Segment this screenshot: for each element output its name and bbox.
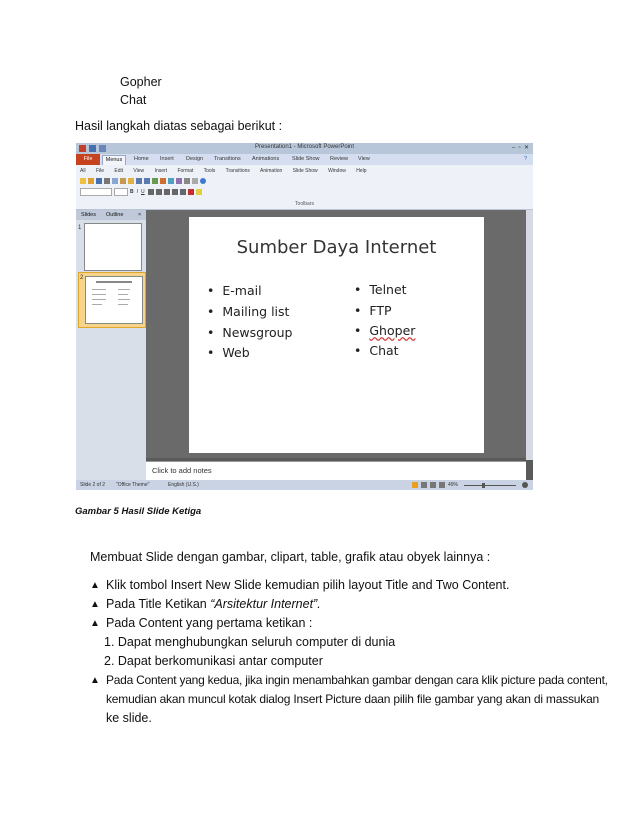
bullet-telnet: • Telnet [354, 282, 407, 297]
sub-item-2: 2. Dapat berkomunikasi antar computer [104, 654, 323, 668]
formatting-toolbar-row [80, 188, 204, 196]
ribbon-tabs [76, 154, 533, 165]
fill-color-icon[interactable] [196, 189, 202, 195]
menu-format[interactable]: Format [177, 168, 194, 174]
menu-tools[interactable]: Tools [203, 168, 216, 174]
step-4-line-3: ke slide. [106, 711, 152, 725]
toolbar-group-label: Toolbars [295, 201, 314, 207]
slide-title[interactable]: Sumber Daya Internet [236, 237, 437, 258]
step-1-text: Klik tombol Insert New Slide kemudian pilih layout Title and Two Content. [106, 578, 510, 592]
step-4-line-1: Pada Content yang kedua, jika ingin menambahkan gambar dengan cara klik picture pada content, [106, 673, 608, 687]
status-bar [76, 480, 533, 490]
step-4-line-2: kemudian akan muncul kotak dialog Insert Picture daan pilih file gambar yang akan di massukan [106, 692, 600, 706]
tab-insert[interactable]: Insert [160, 156, 174, 162]
bold-icon[interactable]: B [130, 189, 134, 196]
help-icon[interactable] [200, 178, 206, 184]
format-painter-icon[interactable] [128, 178, 134, 184]
slides-pane [76, 210, 146, 480]
help-icon[interactable]: ? [524, 156, 528, 162]
menu-animation[interactable]: Animation [260, 168, 283, 174]
tab-animations[interactable]: Animations [252, 156, 280, 162]
vertical-scrollbar[interactable] [526, 210, 533, 460]
menu-row [80, 168, 367, 176]
zoom-icon[interactable] [192, 178, 198, 184]
menu-transitions[interactable]: Transitions [225, 168, 250, 174]
window-title: Presentation1 - Microsoft PowerPoint [254, 144, 355, 150]
tab-view[interactable]: View [358, 156, 370, 162]
reading-view-icon[interactable] [430, 482, 436, 488]
status-language[interactable]: English (U.S.) [168, 482, 199, 488]
bullet-email: • E-mail [207, 283, 262, 298]
italic-icon[interactable]: I [136, 189, 139, 196]
standard-toolbar-row [80, 178, 208, 186]
align-center-icon[interactable] [156, 189, 162, 195]
zoom-slider[interactable] [464, 485, 516, 486]
figure-caption: Gambar 5 Hasil Slide Ketiga [75, 506, 202, 517]
status-theme: "Office Theme" [116, 482, 150, 488]
bullet-icon: ▲ [90, 675, 100, 686]
chart-icon[interactable] [160, 178, 166, 184]
print-icon[interactable] [104, 178, 110, 184]
copy-icon[interactable] [112, 178, 118, 184]
font-size-icon[interactable] [114, 188, 128, 196]
slide-thumbnail-2[interactable] [85, 276, 143, 324]
sub-item-1: 1. Dapat menghubungkan seluruh computer di dunia [104, 635, 396, 649]
slide-thumbnail-1[interactable] [84, 223, 142, 271]
zoom-slider-thumb[interactable] [482, 483, 485, 488]
shape-icon[interactable] [176, 178, 182, 184]
menu-all[interactable]: All [80, 168, 86, 174]
step-2-text: Pada Title Ketikan “Arsitektur Internet”. [106, 597, 321, 611]
section-title: Membuat Slide dengan gambar, clipart, table, grafik atau obyek lainnya : [90, 550, 491, 564]
line-gopher: Gopher [120, 75, 162, 89]
paste-icon[interactable] [120, 178, 126, 184]
powerpoint-screenshot [76, 143, 533, 490]
open-icon[interactable] [88, 178, 94, 184]
current-slide[interactable] [189, 217, 484, 453]
menu-insert[interactable]: Insert [154, 168, 168, 174]
window-controls[interactable]: – ▫ ✕ [511, 145, 529, 151]
new-icon[interactable] [80, 178, 86, 184]
bullet-icon: ▲ [90, 599, 100, 610]
underline-icon[interactable]: U [141, 189, 145, 196]
window-titlebar [76, 143, 533, 154]
line-chat: Chat [120, 93, 147, 107]
bullet-chat: • Chat [354, 343, 399, 358]
save-icon[interactable] [96, 178, 102, 184]
bullet-ftp: • FTP [354, 303, 392, 318]
bullet-newsgroup: • Newsgroup [207, 325, 293, 340]
tab-outline[interactable]: Outline [106, 212, 124, 218]
slide-number-1: 1 [78, 225, 82, 231]
picture-icon[interactable] [168, 178, 174, 184]
bullets-icon[interactable] [172, 189, 178, 195]
intro-text: Hasil langkah diatas sebagai berikut : [75, 119, 283, 133]
zoom-level[interactable]: 49% [448, 482, 459, 488]
font-box-icon[interactable] [80, 188, 112, 196]
close-icon[interactable]: × [138, 212, 142, 218]
align-left-icon[interactable] [148, 189, 154, 195]
slide-sorter-icon[interactable] [421, 482, 427, 488]
menu-help[interactable]: Help [356, 168, 367, 174]
textbox-icon[interactable] [184, 178, 190, 184]
menu-file[interactable]: File [95, 168, 105, 174]
undo-icon[interactable] [136, 178, 142, 184]
slide-number-2: 2 [80, 275, 84, 281]
bullet-icon: ▲ [90, 580, 100, 591]
normal-view-icon[interactable] [412, 482, 418, 488]
numbering-icon[interactable] [180, 189, 186, 195]
align-right-icon[interactable] [164, 189, 170, 195]
font-color-icon[interactable] [188, 189, 194, 195]
tab-slides[interactable]: Slides [81, 212, 96, 218]
tab-design[interactable]: Design [186, 156, 204, 162]
bullet-web: • Web [207, 345, 250, 360]
bullet-icon: ▲ [90, 618, 100, 629]
table-icon[interactable] [152, 178, 158, 184]
bullet-ghoper: • Ghoper [354, 323, 416, 338]
slide-thumbnail-2-selected[interactable] [78, 272, 146, 328]
notes-pane[interactable] [146, 461, 526, 481]
notes-placeholder: Click to add notes [152, 466, 212, 475]
fit-to-window-icon[interactable] [522, 482, 528, 488]
menu-window[interactable]: Window [328, 168, 346, 174]
tab-file[interactable]: File [76, 154, 100, 165]
menu-view[interactable]: View [133, 168, 145, 174]
redo-icon[interactable] [144, 178, 150, 184]
menu-slide-show[interactable]: Slide Show [292, 168, 318, 174]
tab-slide-show[interactable]: Slide Show [292, 156, 320, 162]
slide-editor [146, 210, 526, 458]
pane-tabs [76, 210, 146, 220]
tab-menus[interactable]: Menus [102, 155, 126, 167]
slideshow-view-icon[interactable] [439, 482, 445, 488]
bullet-mailing-list: • Mailing list [207, 304, 290, 319]
tab-transitions[interactable]: Transitions [214, 156, 241, 162]
status-slide-count: Slide 2 of 2 [80, 482, 106, 488]
tab-home[interactable]: Home [134, 156, 149, 162]
tab-review[interactable]: Review [330, 156, 349, 162]
menu-edit[interactable]: Edit [114, 168, 124, 174]
classic-toolbar [76, 165, 533, 210]
step-3-text: Pada Content yang pertama ketikan : [106, 616, 313, 630]
